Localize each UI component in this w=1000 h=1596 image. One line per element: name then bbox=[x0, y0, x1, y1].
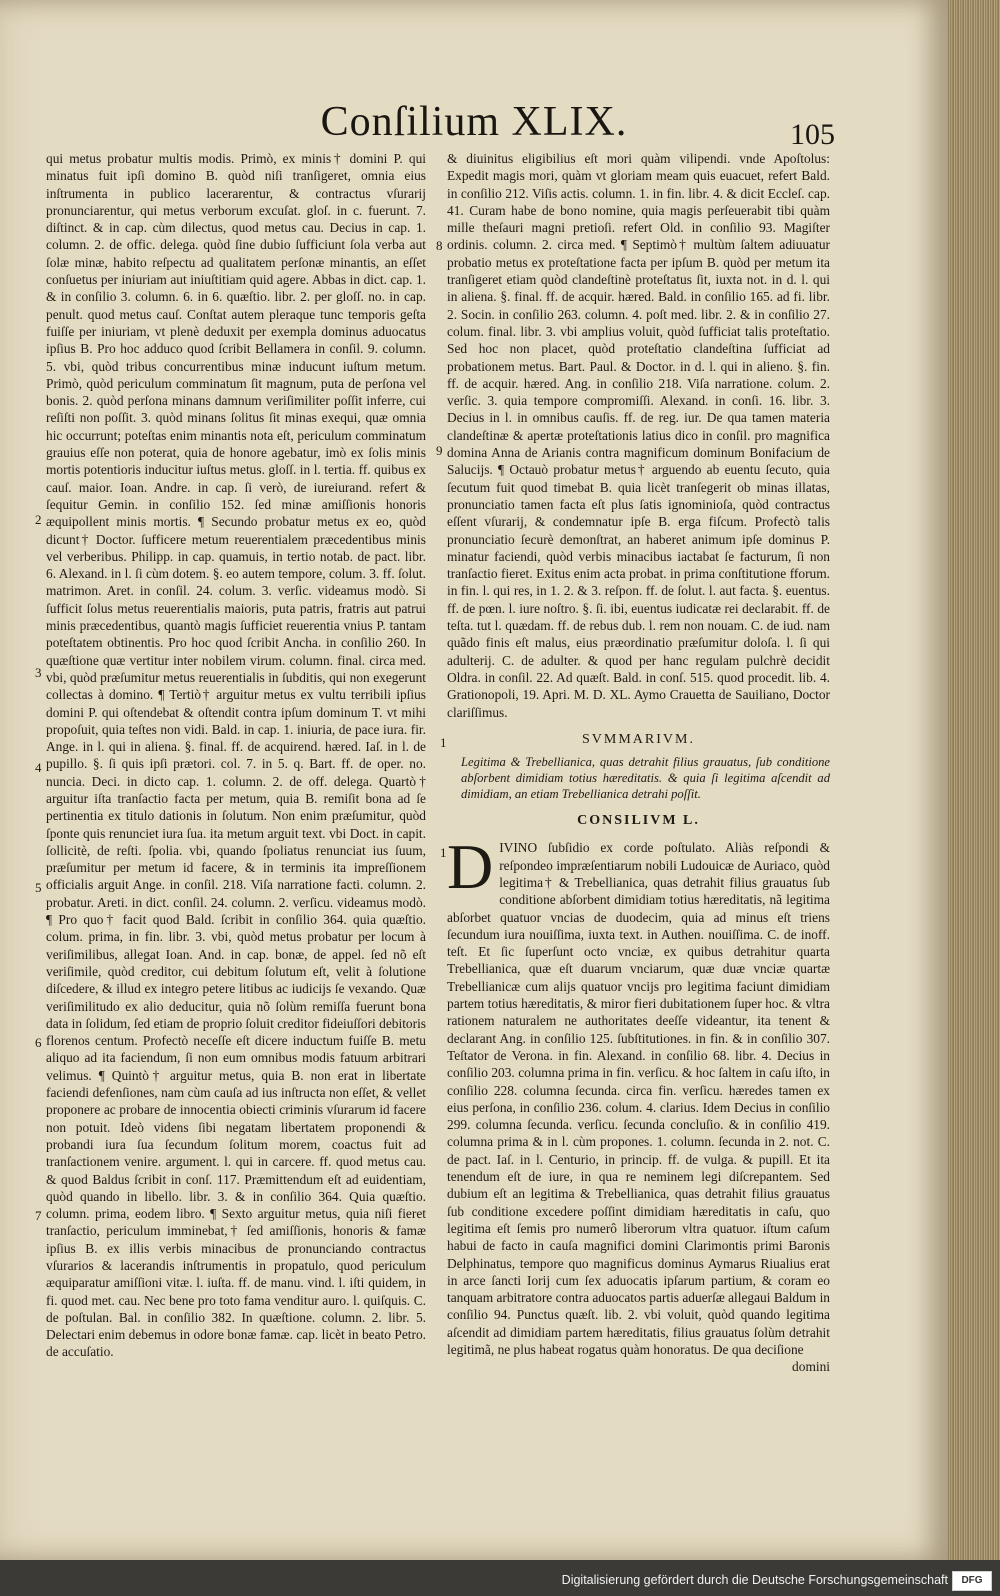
consilium-heading: CONSILIVM L. bbox=[577, 813, 700, 829]
margin-number: 9 bbox=[436, 443, 443, 458]
margin-number: 2 bbox=[35, 512, 42, 527]
right-column-text-before: & diuinitus eligibilius eſt mori quàm vilipendi. vnde Apoſtolus: Expedit magis mori, quàm vt gloriam meam quis euacuet, refert Bald. in conſilio 212. Viſis actis. column. 1. in fin. libr. 4. & dicit Eccleſ. cap. 41. Curam habe de bono nomine, quia magis perſeuerabit tibi quàm mille theſauri magni pretioſi. refert Old. in conſilio 93. Magiſter ordinis. column. 2. circa med. ¶ Septimò† multùm ſaltem adiuuatur probatio metus ex proteſtatione facta per ipſum B. quòd per metum ita tranſigeret etiam quòd clandeſtinè proteſtatus ſit, iuxta not. in d. l. qui in aliena. §. final. ff. de acquir. hæred. Bald. in conſilio 165. ad fi. libr. 2. Socin. in conſilio 263. column. 4. poſt med. libr. 2. & in conſilio 27. colum. final. libr. 3. vbi amplius voluit, quòd ſufficiat talis proteſtatio. Sed hoc non placet, quòd proteſtatio clandeſtina ſufficiat ad probationem metus. Bart. Paul. & Doctor. in d. l. qui in alieno. §. fin. ff. de acquir. hæred. Ang. in conſilio 218. Viſa narratione. colum. 2. verſic. 3. quia tempore compromiſſi. Alexand. in conſi. 16. libr. 3. Decius in l. in omnibus cauſis. ff. de reg. iur. De qua tamen materia clandeſtinæ & apertæ proteſtationis latius dico in conſil. pro magnifica domina Anna de Arianis contra magnificum dominum Bonifacium de Salucijs. ¶ Octauò probatur metus† arguendo ab euentu ſecuto, quia ſecutum fuit quod timebat B. quia licèt tranſegerit ob minas illatas, pronunciatio tamen facta eſt plus ſatis ignominioſa, quòd contractus eſſent vſurarij, & condemnatur ipſe B. erga fiſcum. Profectò talis pronunciatio ſecurè demonſtrat, an haberet animum ipſe dominus P. minatur faciendi, quòd verbis minacibus iactabat ſe facturum, ſi non tranſactio fieret. Exitus enim acta probat. in prima conſtitutione fforum. in fin. l. qui res, in 1. 2. & 3. reſpon. ff. de ſolut. l. aut facta. §. euentus. ff. de pœn. l. iure noſtro. §. ſi. ibi, euentus iudicatæ rei declarabit. ff. de teſta. tut l. quædam. ff. de rebus dub. l. rem non nouam. C. de iud. nam quãdo finis eſt malus, eius præordinatio præſumitur doloſa. l. ſi qui adulterij. C. de adulter. & quod per hanc regulam pulchrè decidit Oldra. in conſil. 22. Ad quæſt. Bald. in conſ. 515. quod procedit. lib. 4. Grationopoli, 19. Apri. M. D. XL. Aymo Crauetta de Sauiliano, Doctor clariſſimus. bbox=[447, 151, 830, 720]
consilium-body bbox=[447, 831, 830, 1358]
page-number: 105 bbox=[790, 118, 835, 151]
left-column-text: qui metus probatur multis modis. Primò, ex minis† domini P. qui minatus fuit ipſi domino B. quòd niſi tranſigeret, omnia eius inſtrumenta in publico lacerarentur, & contractus vſurarij pronunciarentur, qui metus verborum excuſat. gloſ. in c. fuerunt. 7. diſtinct. & in cap. cùm dilectus, quod metus cau. Decius in cap. 1. column. 2. de offic. delega. quòd ſine dubio ſufficiunt ſola verba aut ſolæ minæ, habito reſpectu ad qualitatem perſonæ minantis, an eſſet conſuetus per iniuriam aut iniuſtitiam quid agere. Abbas in dict. cap. 1. & in conſilio 3. column. 6. in 6. quæſtio. libr. 2. per gloſſ. no. in cap. penult. quod metus cauſ. Conſtat autem pleraque tunc temporis geſta fuiſſe per iniuriam, vt plenè deduxit per exempla dominus aduocatus ipſius B. Pro hoc adduco quod ſcribit Bellamera in conſil. 9. column. 5. vbi, quòd tribus concurrentibus minæ inducunt iuſtum metum. Primò, quòd periculum comminatum ſit magnum, puta de perſona vel bonis. 2. quòd perſona minans damnum veriſimiliter poſſit inferre, cui reſiſti non poſſit. 3. quòd minans ſolitus ſit minas exequi, quæ omnia hic occurrunt; poteſtas enim minantis nota eſt, periculum comminatum grauius eſſe non poterat, quia de honore agebatur, imò ex ſolis minis mortis potentioris inducitur iuſtus metus. gloſſ. in l. tertia. ff. quibus ex cauſ. maior. Ioan. Andre. in cap. ſi verò, de iureiurand. refert & ſequitur Gemin. in conſilio 152. ſed minæ amiſſionis honoris æquipollent minis mortis. ¶ Secundo probatur metus ex eo, quòd dicunt† Doctor. ſufficere metum reuerentialem præcedentibus minis vel verberibus. Philipp. in cap. quamuis, in tertio notab. de pact. libr. 6. Alexand. in l. ſi cùm dotem. §. eo autem tempore, colum. 3. ff. ſolut. matrimon. Aret. in conſil. 24. colum. 3. verſic. videamus modò. Si ſufficit ſolus metus reuerentialis maioris, puta patris, fratris aut patrui minis præcedentibus, quantò magis ſufficiet reuerentia vnius P. tantam poteſtatem obtinentis. Pro hoc quod ſcribit Ancha. in conſilio 260. In quæſtione quæ vertitur inter nobilem virum. column. final. circa med. vbi, quòd præſumitur metus reuerentialis in ſubditis, qui non exegerunt collectas à domino. ¶ Tertiò† arguitur metus ex vultu terribili ipſius domini P. qui oſtendebat & oſtendit contra ipſum dominum T. vt mihi propoſuit, quia teſtes non vidi. Bald. in cap. 1. iniuria, de pace iura. fir. Ange. in l. qui in aliena. §. final. ff. de acquirend. hæred. Iaſ. in l. de pupillo. §. ſi quis ipſi prætori. col. 7. in 5. q. Bart. ff. de oper. no. nuncia. Deci. in dicto cap. 1. column. 2. de off. delega. Quartò† arguitur iſta tranſactio facta per metum, quia B. remiſit bona ad ſe pertinentia ex titulo dationis in ſolutum. Non enim præſumitur, quòd ſponte quis renunciet iura ſua. ita metum arguit text. vbi Doct. in capit. ſollicitè, de reſti. ſpolia. vbi, quando ſpoliatus renunciat ius ſuum, præſumitur per metum id facere, & in terminis ita impreſſionem officialis arguit Ange. in conſil. 218. Viſa narratione facti. column. 2. probatur. Areti. in dict. conſil. 24. column. 2. verſicu. videamus modò. ¶ Pro quo† facit quod Bald. ſcribit in conſilio 364. quia quæſtio. colum. prima, in fin. libr. 3. vbi, quòd metus probatur per locum à veriſimilibus, allegat Ioan. And. in cap. bonæ, de appel. ſed nõ eſt veriſimile, quòd creditor, cui debitum ſolutum eſt, velit à ſolutione diſcedere, & illud ex integro petere litibus ac iudicijs ſe vexando. Quæ veriſimilitudo ex alio deducitur, quia nõ ſolùm remiſſa fuerunt bona data in ſolidum, ſed etiam de proprio ſoluit creditor fideiuſſori debitoris florenos centum. Profectò neceſſe eſt dicere inductum fuiſſe B. metu aliquo ad ita faciendum, ſi non eum omnibus modis fatuum arbitrari velimus. ¶ Quintò† arguitur metus, quia B. non erat in libertate faciendi defenſiones, nam cùm cauſa ad ius inſtructa non eſſet, & vellet proponere ac probare de innocentia obiecti criminis vſurarum id facere non potuit. Ideò videns ſibi negatam libertatem proponendi & probandi iura ſua ſecundum ſolitum morem, coactus fuit ad tranſactionem venire. argument. l. qui in carcere. ff. quod metus cau. & quod Baldus ſcribit in conſ. 117. Præmittendum eſt ad euidentiam, quòd quando in libello. libr. 3. & in conſilio 364. Quia quæſtio. column. prima, eodem libro. ¶ Sexto arguitur metus, quia niſi fieret tranſactio, periculum imminebat,† ſed amiſſionis, honoris & famæ ipſius B. ex illis verbis minacibus de pronunciando contractus vſurarios & lacerandis inſtrumentis in propatulo, quod periculum æquiparatur amiſſioni vitæ. l. iuſta. ff. de manu. vind. l. iſti quidem, in fi. quod met. cau. Nec bene pro toto fama venditur auro. l. quiſquis. C. de poſtulan. Bal. in conſilio 382. In quæſtione. column. 2. libr. 5. Delectari enim debemus in odore bonæ famæ. cap. licèt in beato Petro. de accuſatio. bbox=[46, 151, 426, 1360]
margin-number: 7 bbox=[35, 1208, 42, 1223]
running-title: Conſilium XLIX. bbox=[320, 99, 628, 145]
catchword: domini bbox=[792, 1359, 830, 1375]
footer-credit: Digitalisierung gefördert durch die Deutsche Forschungsgemeinschaft bbox=[561, 1573, 948, 1587]
drop-initial: D bbox=[447, 831, 494, 903]
book-edge bbox=[945, 0, 1000, 1560]
margin-number: 5 bbox=[35, 880, 42, 895]
margin-number: 4 bbox=[35, 760, 42, 775]
consilium-body-text: IVINO ſubſidio ex corde poſtulato. Aliàs reſpondi & reſpondeo impræſentiarum nobili Ludouicæ de Auriaco, quòd legitima† & Trebellianica, quas detrahit filius grauatus ſub conditione abſorbent dimidiam totius hæreditatis, nã legitima abſorbet quatuor vncias de duodecim, quia ad minus eſt triens ſecundum iura nouiſſima, iuxta text. in Authen. nouiſſima. C. de inoff. teſt. Et ſic ſuperſunt octo vnciæ, ex quibus detrahitur quarta Trebellianica, quæ eſt duarum vnciarum, quæ duæ vnciæ quartæ Trebellianicæ cum alijs quatuor vncijs pro legitima faciunt dimidiam partem totius hæreditatis, & miror fieri dubitationem ſuper hoc. & vltra rationem naturalem ne authoritates deeſſe videantur, ita tenent & declarant Ang. in conſilio 125. ſubſtitutiones. in fin. & in conſilio 307. Teſtator de Verona. in fin. Alexand. in conſilio 68. libr. 4. Decius in conſilio 203. columna prima in fin. verſicu. & hoc ſaltem in caſu iſto, in conſilio 228. columna ſecunda. circa fin. verſicu. hæredes tamen ex eius perſona, in conſilio 236. colum. 4. clarius. Idem Decius in conſilio 299. columna ſecunda. verſicu. ſecunda concluſio. & in conſilio 419. columna prima & in l. cùm propones. 1. column. ſecunda in 2. not. C. de pact. Iaſ. in l. Centurio, in princip. ff. de vulga. & pupill. Et ita tenendum eſt de iure, in qua re neminem legi diſcrepantem. Sed dubium eſt an legitima & Trebellianica, quas detrahit filius grauatus ſub conditione excedere poſſint dimidiam hæreditatis in caſu, quo legitima eſt ſemis pro numerô liberorum vltra quatuor. iſtum caſum habui de facto in cauſa magnifici domini Clarimontis primi Baronis Delphinatus, tempore quo magnificus dominus Aymarus Riualius erat in arce ſancti Iorij cum ſex aduocatis ipſarum partium, & coram eo tanquam arbitratore contra aduocatos partis aduerſæ allegaui Baldum in conſilio 94. Punctus quæſt. lib. 2. vbi voluit, quòd quando legitima aſcendit ad dimidiam partem hæreditatis, filius grauatus ſolùm detrahit legitimã, ne plus habeat rogatus quàm honoratus. De qua deciſione bbox=[447, 840, 830, 1357]
margin-number: 3 bbox=[35, 665, 42, 680]
margin-number: 1 bbox=[440, 735, 447, 750]
summarium-text: Legitima & Trebellianica, quas detrahit filius grauatus, ſub conditione abſorbent dimidiam totius hæreditatis. & quia ſi legitima aſcendit ad dimidiam, an etiam Trebellianica detrahi poſſit. bbox=[461, 755, 830, 802]
left-column bbox=[46, 150, 426, 1361]
footer-bar bbox=[0, 1565, 1000, 1596]
margin-number: 1 bbox=[440, 845, 447, 860]
margin-number: 6 bbox=[35, 1035, 42, 1050]
right-column bbox=[447, 150, 830, 1376]
margin-number: 8 bbox=[436, 238, 443, 253]
dfg-logo: DFG bbox=[952, 1571, 992, 1591]
summarium-heading: SVMMARIVM. bbox=[582, 731, 695, 747]
